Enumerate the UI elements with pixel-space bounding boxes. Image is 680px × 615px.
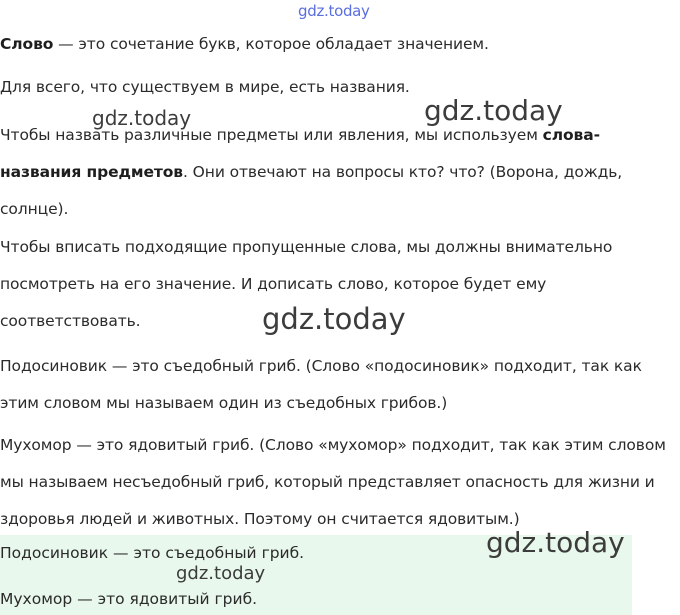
watermark: gdz.today — [486, 526, 625, 559]
watermark: gdz.today — [424, 94, 563, 127]
paragraph-instructions: Чтобы вписать подходящие пропущенные слова, мы должны внимательно посмотреть на его значение. И дописать слово, которое будет ему соответствовать. — [0, 238, 613, 330]
watermark: gdz.today — [92, 106, 192, 130]
paragraph-mukhomor: Мухомор — это ядовитый гриб. (Слово «мухомор» подходит, так как этим словом мы называем несъедобный гриб, который представляет опасность для жизни и здоровья людей и животных. Поэтому он считается ядовитым.) — [0, 436, 666, 528]
definition-text: — это сочетание букв, которое обладает значением. — [53, 35, 489, 53]
term-word: Слово — [0, 35, 54, 53]
paragraph-definition — [0, 26, 672, 63]
answer-line: Подосиновик — это съедобный гриб. — [0, 544, 305, 562]
paragraph-text: Чтобы назвать различные предметы или явления, мы используем — [0, 126, 543, 144]
paragraph-text: . Они отвечают на вопросы кто? что? (Ворона, дождь, солнце). — [0, 163, 623, 218]
paragraph-names: Для всего, что существуем в мире, есть названия. — [0, 78, 410, 96]
paragraph-podosinovik: Подосиновик — это съедобный гриб. (Слово «подосиновик» подходит, так как этим словом мы называем один из съедобных грибов.) — [0, 357, 642, 412]
term-words-names: слова-названия предметов — [0, 126, 600, 181]
paragraph-words-names — [0, 117, 672, 228]
answer-box — [0, 535, 632, 615]
watermark-top: gdz.today — [298, 2, 370, 20]
watermark: gdz.today — [262, 302, 406, 336]
watermark: gdz.today — [176, 563, 266, 584]
answer-line: Мухомор — это ядовитый гриб. — [0, 590, 258, 608]
